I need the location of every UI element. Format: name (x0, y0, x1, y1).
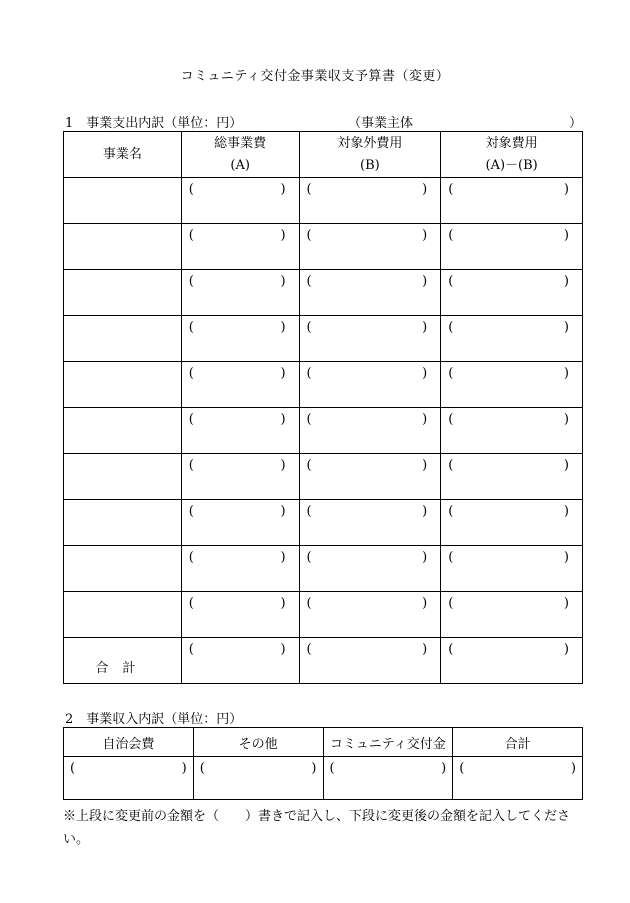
close-paren: ) (422, 228, 428, 243)
open-paren: ( (448, 412, 454, 427)
total-cost-cell[interactable] (181, 270, 299, 316)
total-label: 合計 (64, 638, 182, 684)
header-association-fee: 自治会費 (64, 728, 194, 757)
close-paren: ) (280, 182, 286, 197)
total-cost-cell[interactable] (181, 316, 299, 362)
excluded-cost-cell[interactable] (299, 454, 441, 500)
section1-heading: 1 事業支出内訳（単位：円） (65, 116, 243, 131)
total-cost-cell[interactable] (181, 546, 299, 592)
close-paren: ) (280, 642, 286, 657)
eligible-cost-cell[interactable] (441, 454, 583, 500)
excluded-cost-cell[interactable] (299, 224, 441, 270)
eligible-cost-cell[interactable] (441, 638, 583, 684)
open-paren: ( (188, 182, 194, 197)
close-paren: ) (422, 458, 428, 473)
business-name-cell[interactable] (64, 270, 182, 316)
eligible-cost-cell[interactable] (441, 592, 583, 638)
total-cost-cell[interactable] (181, 592, 299, 638)
close-paren: ) (422, 550, 428, 565)
table-row (64, 316, 583, 362)
total-cost-cell[interactable] (181, 362, 299, 408)
close-paren: ) (563, 320, 569, 335)
open-paren: ( (306, 642, 312, 657)
header-community-grant: コミュニティ交付金 (323, 728, 453, 757)
eligible-cost-cell[interactable] (441, 270, 583, 316)
open-paren: ( (306, 458, 312, 473)
eligible-cost-cell[interactable] (441, 178, 583, 224)
open-paren: ( (188, 366, 194, 381)
amount-cell[interactable]: ( ) (193, 757, 323, 800)
close-paren: ) (422, 182, 428, 197)
close-paren: ) (280, 366, 286, 381)
header-excluded-cost: 対象外費用 (B) (299, 132, 441, 178)
business-entity-field[interactable] (348, 112, 582, 131)
table-row (64, 546, 583, 592)
eligible-cost-cell[interactable] (441, 362, 583, 408)
close-paren: ) (422, 642, 428, 657)
eligible-cost-cell[interactable] (441, 408, 583, 454)
close-paren: ) (563, 228, 569, 243)
open-paren: ( (188, 274, 194, 289)
excluded-cost-cell[interactable] (299, 546, 441, 592)
open-paren: ( (188, 412, 194, 427)
close-paren: ) (422, 412, 428, 427)
eligible-cost-cell[interactable] (441, 500, 583, 546)
open-paren: ( (306, 366, 312, 381)
entity-label: （事業主体 (348, 116, 414, 131)
open-paren: ( (448, 596, 454, 611)
business-name-cell[interactable] (64, 454, 182, 500)
eligible-cost-cell[interactable] (441, 224, 583, 270)
header-total: 合計 (453, 728, 583, 757)
eligible-cost-cell[interactable] (441, 316, 583, 362)
table-row (64, 408, 583, 454)
amount-cell[interactable]: ( ) (64, 757, 194, 800)
excluded-cost-cell[interactable] (299, 638, 441, 684)
close-paren: ) (280, 274, 286, 289)
close-paren: ) (563, 366, 569, 381)
open-paren: ( (448, 504, 454, 519)
excluded-cost-cell[interactable] (299, 592, 441, 638)
table-row (64, 270, 583, 316)
open-paren: ( (188, 228, 194, 243)
business-name-cell[interactable] (64, 592, 182, 638)
expenditure-table (63, 131, 583, 684)
open-paren: ( (188, 504, 194, 519)
close-paren: ) (563, 642, 569, 657)
table-row (64, 454, 583, 500)
entity-close-paren: ） (568, 116, 582, 131)
open-paren: ( (306, 274, 312, 289)
close-paren: ) (563, 550, 569, 565)
header-total-cost: 総事業費 (A) (181, 132, 299, 178)
instruction-note: ※上段に変更前の金額を（ ）書きで記入し、下段に変更後の金額を記入してください。 (63, 809, 571, 847)
table-header-row (64, 728, 583, 757)
open-paren: ( (306, 320, 312, 335)
total-cost-cell[interactable] (181, 408, 299, 454)
close-paren: ) (563, 504, 569, 519)
table-row (64, 500, 583, 546)
close-paren: ) (563, 274, 569, 289)
open-paren: ( (448, 320, 454, 335)
close-paren: ) (280, 458, 286, 473)
close-paren: ) (280, 596, 286, 611)
open-paren: ( (188, 550, 194, 565)
close-paren: ) (563, 412, 569, 427)
close-paren: ) (422, 274, 428, 289)
close-paren: ) (422, 504, 428, 519)
business-name-cell[interactable] (64, 224, 182, 270)
close-paren: ) (280, 228, 286, 243)
amount-cell[interactable]: ( ) (453, 757, 583, 800)
close-paren: ) (563, 458, 569, 473)
header-eligible-cost: 対象費用 (A)－(B) (441, 132, 583, 178)
total-cost-cell[interactable] (181, 500, 299, 546)
excluded-cost-cell[interactable] (299, 408, 441, 454)
revenue-table (63, 727, 583, 800)
table-row (64, 224, 583, 270)
close-paren: ) (422, 320, 428, 335)
close-paren: ) (280, 550, 286, 565)
open-paren: ( (448, 182, 454, 197)
excluded-cost-cell[interactable] (299, 316, 441, 362)
open-paren: ( (306, 504, 312, 519)
open-paren: ( (306, 550, 312, 565)
total-row (64, 638, 583, 684)
section2-heading: 2 事業収入内訳（単位：円） (65, 712, 243, 727)
business-name-cell[interactable] (64, 178, 182, 224)
table-header-row (64, 132, 583, 178)
open-paren: ( (306, 596, 312, 611)
table-row (64, 757, 583, 800)
close-paren: ) (563, 596, 569, 611)
open-paren: ( (188, 320, 194, 335)
business-name-cell[interactable] (64, 546, 182, 592)
table-row (64, 362, 583, 408)
table-row (64, 592, 583, 638)
close-paren: ) (422, 596, 428, 611)
open-paren: ( (188, 642, 194, 657)
close-paren: ) (280, 504, 286, 519)
open-paren: ( (448, 458, 454, 473)
business-name-cell[interactable] (64, 316, 182, 362)
open-paren: ( (448, 642, 454, 657)
business-name-cell[interactable] (64, 500, 182, 546)
open-paren: ( (188, 458, 194, 473)
open-paren: ( (306, 182, 312, 197)
open-paren: ( (306, 412, 312, 427)
excluded-cost-cell[interactable] (299, 270, 441, 316)
open-paren: ( (188, 596, 194, 611)
open-paren: ( (448, 366, 454, 381)
open-paren: ( (448, 550, 454, 565)
excluded-cost-cell[interactable] (299, 362, 441, 408)
business-name-cell[interactable] (64, 408, 182, 454)
close-paren: ) (563, 182, 569, 197)
total-cost-cell[interactable] (181, 454, 299, 500)
amount-cell[interactable]: ( ) (323, 757, 453, 800)
total-cost-cell[interactable] (181, 638, 299, 684)
header-other: その他 (193, 728, 323, 757)
page-title: コミュニティ交付金事業収支予算書（変更） (180, 69, 450, 84)
open-paren: ( (448, 228, 454, 243)
total-cost-cell[interactable] (181, 224, 299, 270)
close-paren: ) (422, 366, 428, 381)
open-paren: ( (306, 228, 312, 243)
total-cost-cell[interactable] (181, 178, 299, 224)
business-name-cell[interactable] (64, 362, 182, 408)
close-paren: ) (280, 412, 286, 427)
open-paren: ( (448, 274, 454, 289)
header-business-name: 事業名 (64, 132, 182, 178)
excluded-cost-cell[interactable] (299, 500, 441, 546)
excluded-cost-cell[interactable] (299, 178, 441, 224)
table-row (64, 178, 583, 224)
close-paren: ) (280, 320, 286, 335)
eligible-cost-cell[interactable] (441, 546, 583, 592)
